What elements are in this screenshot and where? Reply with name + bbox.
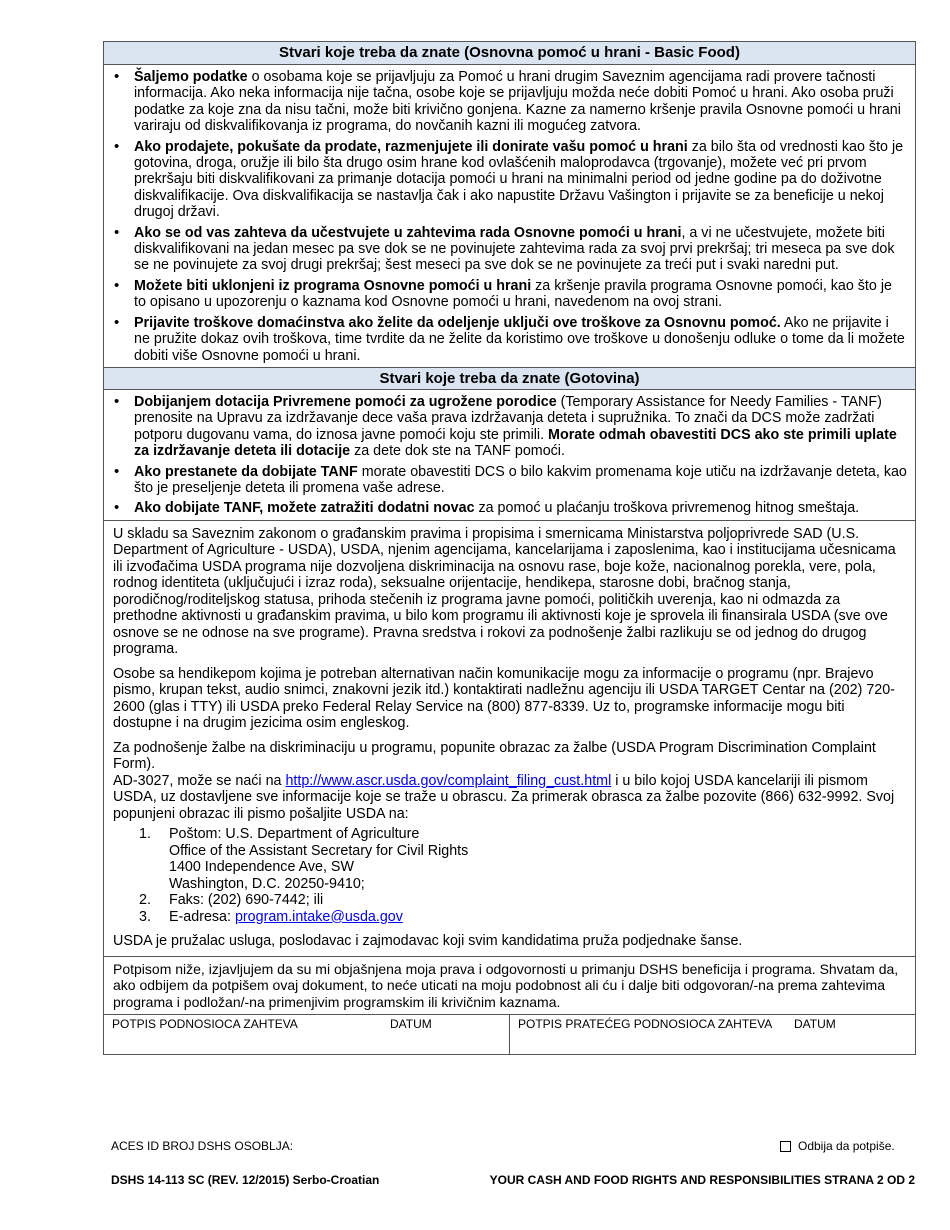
co-applicant-signature-label: POTPIS PRATEĆEG PODNOSIOCA ZAHTEVA <box>518 1017 773 1032</box>
accessibility-paragraph: Osobe sa hendikepom kojima je potreban alternativan način komunikacije mogu za informacije o programu (npr. Brajevo pismo, krupan tekst, audio snimci, znakovni jezik itd.) kontaktirati nadležnu agenciju ili USDA TARGET Centar na (202) 720-2600 (glas i TTY) ili USDA preko Federal Relay Service na (800) 877-8339. Uz to, programske informacije mogu biti dostupne i na drugim jezicima osim engleskog. <box>113 665 895 732</box>
nondiscrimination-statement <box>104 520 915 956</box>
complaint-form-link[interactable]: http://www.ascr.usda.gov/complaint_filing_cust.html <box>285 772 612 789</box>
list-item: • Ako prestanete da dobijate TANF morate obavestiti DCS o bilo kakvim promenama koje utiču na izdržavanje deteta, kao što je preseljenje deteta ili promena vaše adrese. <box>134 464 907 497</box>
list-item: • Dobijanjem dotacija Privremene pomoći za ugrožene porodice (Temporary Assistance for Needy Families - TANF) prenosite na Upravu za izdržavanje dece vaša prava izdržavanja deteta i supružnika. To znači da DCS može zadržati potporu dugovanu vama, do iznosa javne pomoći koju ste primili. Morate odmah obavestiti DCS ako ste primili uplate za izdržavanje deteta ili dotacije za dete dok ste na TANF pomoći. <box>134 394 907 460</box>
refuse-label: Odbija da potpiše. <box>798 1139 895 1153</box>
list-item: • Prijavite troškove domaćinstva ako želite da odeljenje uključi ove troškove za Osnovnu pomoć. Ako ne prijavite i ne pružite dokaz ovih troškova, time tvrdite da ne želite da koristimo ove troškove u donošenju odluke o tome da li možete dobiti više Osnovne pomoći u hrani. <box>134 315 907 364</box>
cash-header: Stvari koje treba da znate (Gotovina) <box>104 367 915 390</box>
refuse-to-sign <box>780 1139 895 1153</box>
list-item: • Ako dobijate TANF, možete zatražiti dodatni novac za pomoć u plaćanju troškova privremenog hitnog smeštaja. <box>134 500 907 516</box>
cash-list <box>104 390 915 520</box>
signature-statement: Potpisom niže, izjavljujem da su mi objašnjena moja prava i odgovornosti u primanju DSHS beneficija i programa. Shvatam da, ako odbijem da potpišem ovaj dokument, to neće uticati na moju podobnost ali ću i dalje biti odgovoran/-na prema zahtevima programa i podložan/-na primenjivim programskim ili krivičnim kaznama. <box>104 956 915 1015</box>
applicant-signature-label: POTPIS PODNOSIOCA ZAHTEVA <box>112 1017 298 1032</box>
list-item: 2. Faks: (202) 690-7442; ili <box>139 892 324 909</box>
list-item: • Šaljemo podatke o osobama koje se prijavljuju za Pomoć u hrani drugim Saveznim agencijama radi provere tačnosti informacija. Ako neka informacija nije tačna, osobe koje se prijavljuju možda neće dobiti Pomoć u hrani. Ako osoba pruži podatke za koje zna da nisu tačni, može biti krivično gonjena. Kazne za namerno kršenje pravila Osnovne pomoći u hrani variraju od diskvalifikovanja iz programa, do novčanih kazni ili mogućeg zatvora. <box>134 69 907 135</box>
signature-row <box>104 1014 915 1054</box>
aces-id-label: ACES ID BROJ DSHS OSOBLJA: <box>111 1139 294 1153</box>
applicant-signature-field[interactable] <box>104 1015 510 1054</box>
applicant-date-label: DATUM <box>390 1017 432 1032</box>
basic-food-list <box>104 65 915 367</box>
list-item: • Možete biti uklonjeni iz programa Osnovne pomoći u hrani za kršenje pravila programa Osnovne pomoći, kao što je to opisano u upozorenju o kaznama kod Osnovne pomoći u hrani, navedenom na ovoj strani. <box>134 278 907 311</box>
refuse-checkbox[interactable] <box>780 1141 791 1152</box>
co-applicant-signature-field[interactable] <box>510 1015 915 1054</box>
co-applicant-date-label: DATUM <box>794 1017 836 1032</box>
email-link[interactable]: program.intake@usda.gov <box>234 908 403 925</box>
mailing-address-list <box>113 826 907 925</box>
basic-food-header: Stvari koje treba da znate (Osnovna pomoć u hrani - Basic Food) <box>104 42 915 65</box>
list-item: 3. E-adresa: program.intake@usda.gov <box>139 908 403 925</box>
form-page <box>103 41 916 1055</box>
complaint-paragraph: Za podnošenje žalbe na diskriminaciju u programu, popunite obrazac za žalbe (USDA Program Discrimination Complaint Form). AD-3027, može se naći na http://www.ascr.usda.gov/complaint_filing_cust.html i u bilo kojoj USDA kancelariji ili pismom USDA, uz dostavljene sve informacije koje se traže u obrascu. Za primerak obrasca za žalbe pozovite (866) 632-9992. Svoj popunjeni obrazac ili pismo pošaljite USDA na: <box>113 739 895 822</box>
list-item: • Ako prodajete, pokušate da prodate, razmenjujete ili donirate vašu pomoć u hrani za bilo šta od vrednosti kao što je gotovina, droga, oružje ili bilo šta drugo osim hrane kod ovlašćenih maloprodavca (trgovanje), možete već pri prvom prekršaju biti diskvalifikovani za primanje dotacija pomoći u hrani na minimalni period od jedne godine pa do doživotne diskvalifikacije. Ova diskvalifikacija se nastavlja čak i ako napustite Državu Vašington i prijavite se za beneficije u nekoj drugoj državi. <box>134 139 907 221</box>
list-item: • Ako se od vas zahteva da učestvujete u zahtevima rada Osnovne pomoći u hrani, a vi ne učestvujete, možete biti diskvalifikovani na jedan mesec pa sve dok se ne povinujete zahtevima rada za svoj prvi prekršaj; tri meseca pa sve dok se ne povinujete za svoj drugi prekršaj; šest meseci pa sve dok se ne povinujete za treći put i svaki naredni put. <box>134 225 907 274</box>
equal-opportunity-statement: USDA je pružalac usluga, poslodavac i zajmodavac koji svim kandidatima pruža podjednake šanse. <box>113 933 743 950</box>
form-number: DSHS 14-113 SC (REV. 12/2015) Serbo-Croatian <box>111 1173 380 1187</box>
list-item: 1. Poštom: U.S. Department of Agriculture Office of the Assistant Secretary for Civil Rights 1400 Independence Ave, SW Washington, D.C. 20250-9410; <box>139 826 469 892</box>
nondiscrimination-paragraph: U skladu sa Saveznim zakonom o građanskim pravima i propisima i smernicama Ministarstva poljoprivrede SAD (U.S. Department of Agriculture - USDA), USDA, njenim agencijama, kancelarijama i zaposlenima, kao i institucijama učesnicama ili izvođačima USDA programa nije dozvoljena diskriminacija na osnovu rase, boje kože, nacionalnog porekla, vere, pola, rodnog identiteta (uključujući i izraz roda), seksualne orijentacije, hendikepa, starosne dobi, bračnog stanja, porodičnog/roditeljskog statusa, prihoda stečenih iz programa javne pomoći, političkih uverenja, kao ni odmazda za prethodne aktivnosti u građanskim pravima, u bilo kom programu ili aktivnosti koje je sprovela ili finansirala USDA (sve ove osnove se ne odnose na sve programe). Pravna sredstva i rokovi za podnošenje žalbi razlikuju se od jednog do drugog programa. <box>113 525 896 658</box>
form-title-page: YOUR CASH AND FOOD RIGHTS AND RESPONSIBILITIES STRANA 2 OD 2 <box>489 1173 915 1187</box>
